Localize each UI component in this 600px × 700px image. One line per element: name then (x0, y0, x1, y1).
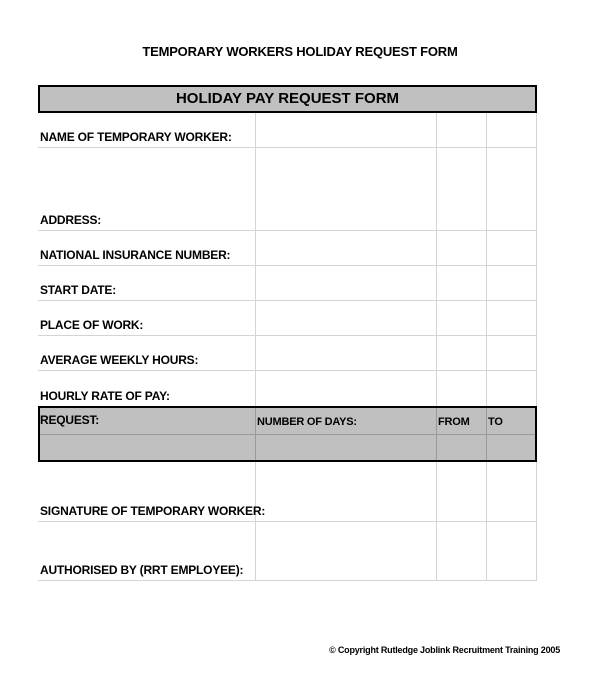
field-label-name: NAME OF TEMPORARY WORKER: (40, 130, 232, 144)
to-label: TO (488, 416, 503, 428)
signature-label: SIGNATURE OF TEMPORARY WORKER: (40, 504, 266, 518)
field-row-name (38, 113, 537, 148)
number-of-days-label: NUMBER OF DAYS: (257, 416, 357, 428)
authorised-label: AUTHORISED BY (RRT EMPLOYEE): (40, 563, 244, 577)
request-entry-row[interactable] (40, 435, 535, 460)
copyright-notice: © Copyright Rutledge Joblink Recruitment Training 2005 (329, 645, 560, 655)
field-label-address: ADDRESS: (40, 213, 102, 227)
field-label-weekly-hours: AVERAGE WEEKLY HOURS: (40, 353, 199, 367)
field-row-weekly-hours (38, 336, 537, 371)
field-row-signature (38, 462, 537, 522)
request-header-row (40, 408, 535, 435)
field-row-start-date (38, 266, 537, 301)
field-row-address (38, 148, 537, 231)
from-label: FROM (438, 416, 470, 428)
field-label-place-of-work: PLACE OF WORK: (40, 318, 144, 332)
field-label-hourly-rate: HOURLY RATE OF PAY: (40, 389, 170, 403)
request-section (38, 406, 537, 462)
form-banner: HOLIDAY PAY REQUEST FORM (38, 85, 537, 113)
field-label-ni-number: NATIONAL INSURANCE NUMBER: (40, 248, 231, 262)
field-label-start-date: START DATE: (40, 283, 117, 297)
field-row-place-of-work (38, 301, 537, 336)
request-label: REQUEST: (40, 413, 100, 427)
form-grid (38, 113, 537, 581)
field-row-ni-number (38, 231, 537, 266)
field-row-authorised (38, 522, 537, 581)
field-row-hourly-rate (38, 371, 537, 406)
page-title: TEMPORARY WORKERS HOLIDAY REQUEST FORM (142, 44, 458, 59)
